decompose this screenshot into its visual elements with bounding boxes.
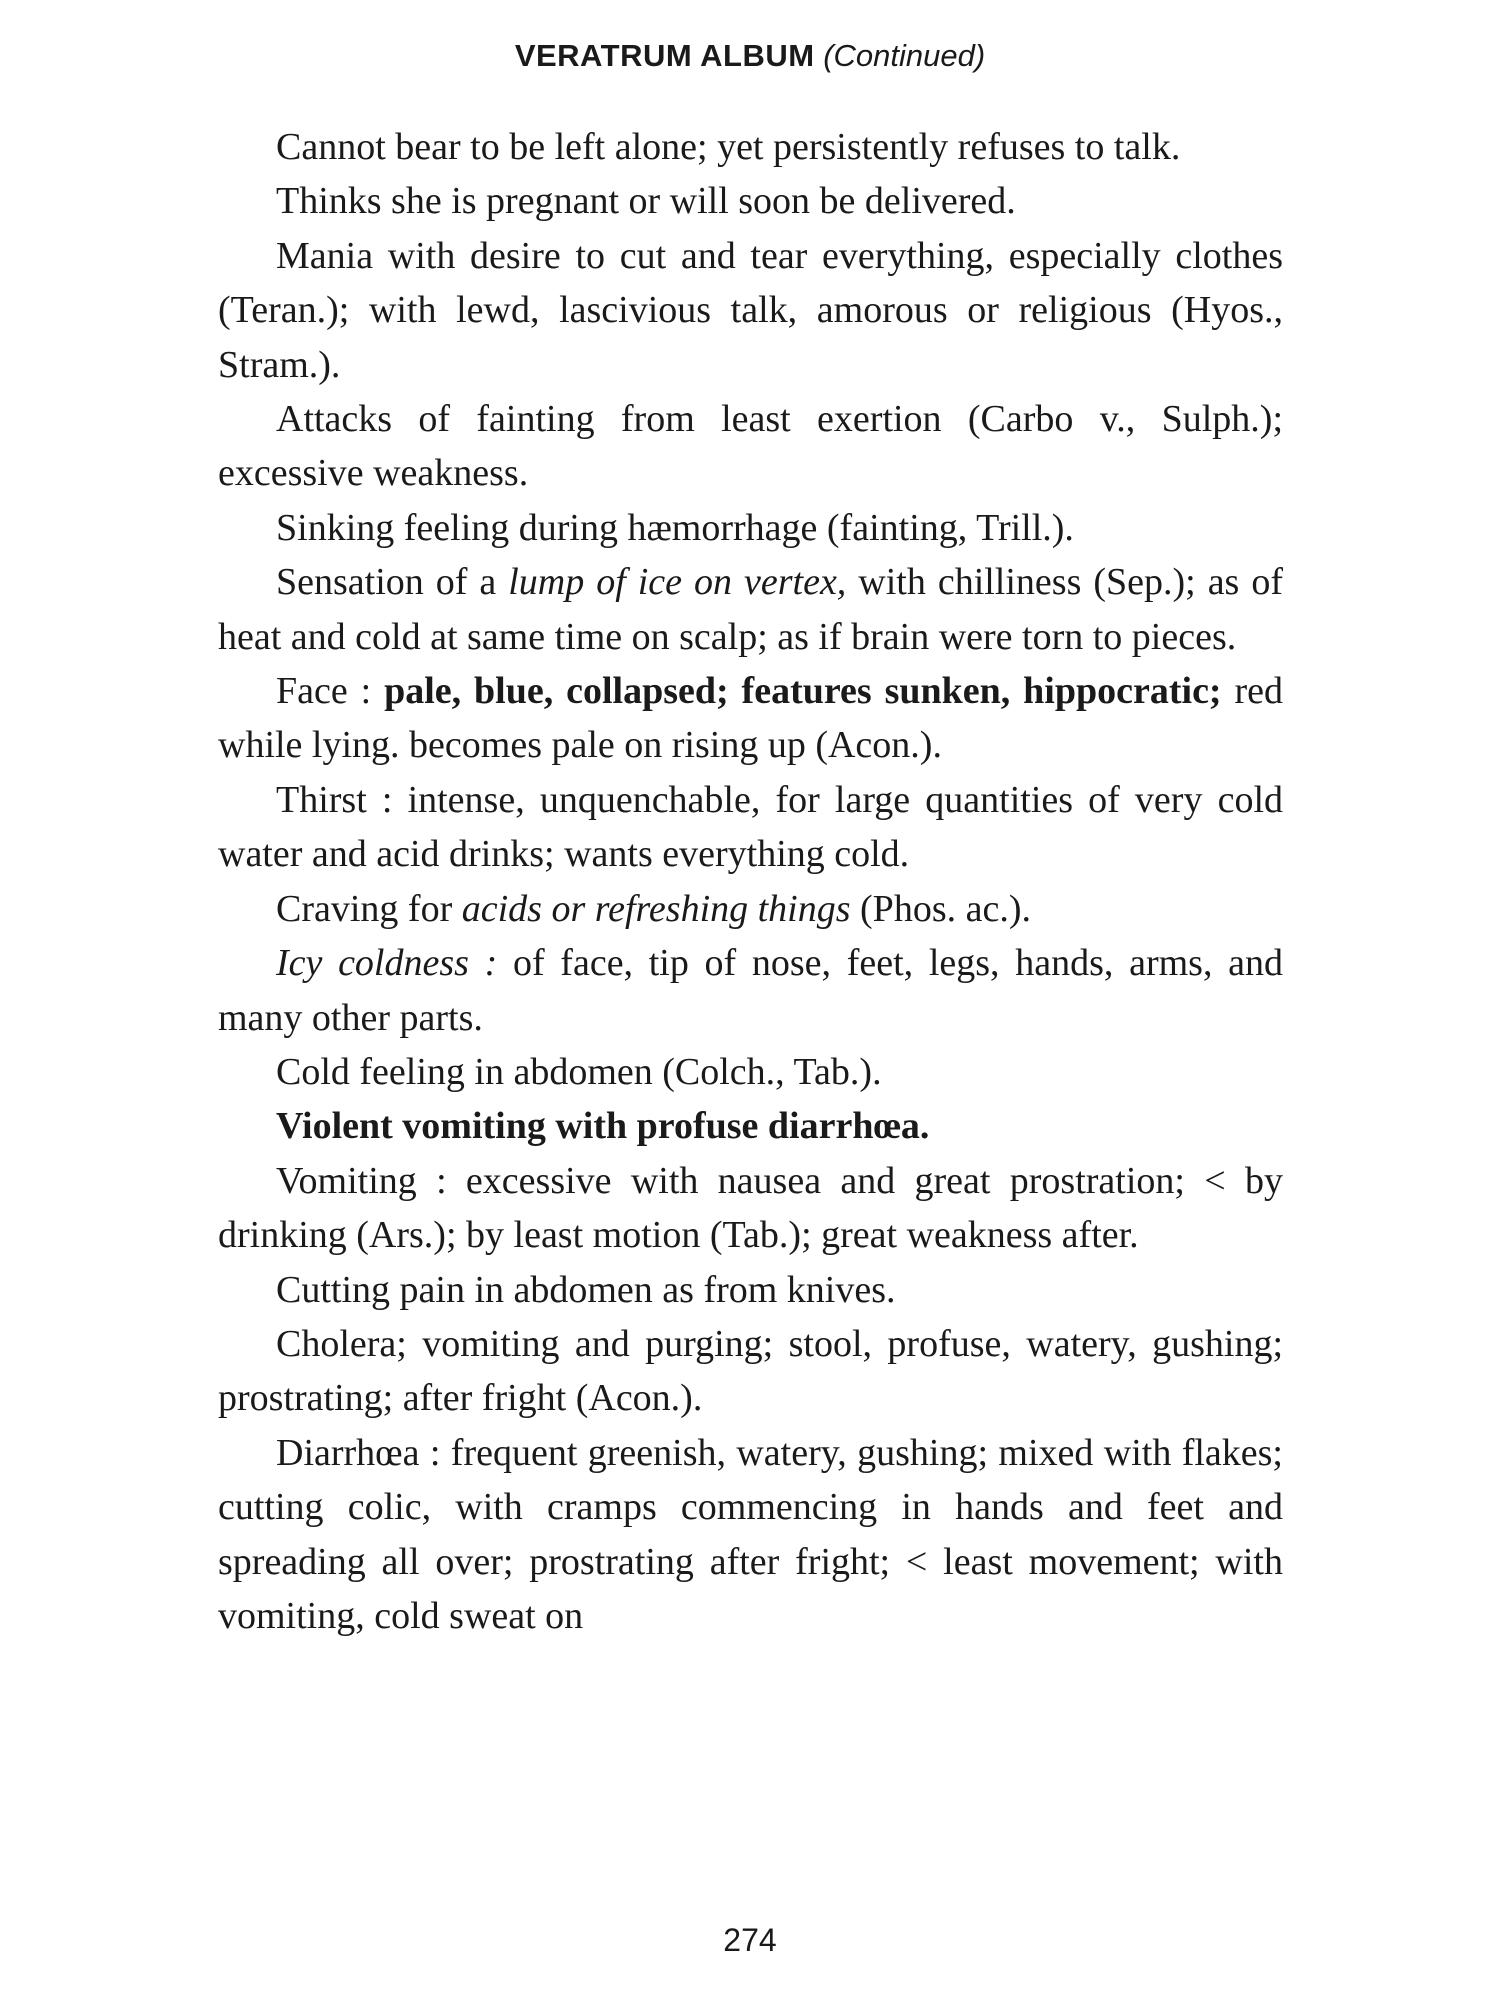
body-text — [218, 120, 1283, 1643]
italic-text: Icy coldness : — [276, 942, 498, 985]
paragraph — [218, 1045, 1283, 1099]
paragraph — [218, 664, 1283, 773]
text-run: Diarrhœa : frequent greenish, watery, gushing; mixed with flakes; cutting colic, with cramps commencing in hands and feet and spreading all over; prostrating after fright; < least movement; with vomiting, cold sweat on — [218, 1431, 1283, 1637]
text-run: Thirst : intense, unquenchable, for large quantities of very cold water and acid drinks; wants everything cold. — [218, 778, 1283, 876]
paragraph — [218, 1317, 1283, 1426]
italic-text: lump of ice on vertex, — [508, 561, 847, 604]
paragraph — [218, 120, 1283, 174]
bold-text: Violent vomiting with profuse diarrhœa. — [276, 1105, 930, 1148]
paragraph — [218, 1099, 1283, 1153]
italic-text: acids or refreshing things — [461, 887, 851, 930]
text-run: (Phos. ac.). — [850, 887, 1031, 930]
text-run: Vomiting : excessive with nausea and great prostration; < by drinking (Ars.); by least motion (Tab.); great weakness after. — [218, 1159, 1283, 1257]
page-number: 274 — [723, 1922, 777, 1958]
header-title: VERATRUM ALBUM — [514, 38, 815, 73]
text-run: with chilliness (Sep.); as of heat and cold at same time on scalp; as if brain were torn to pieces. — [218, 561, 1283, 658]
paragraph — [218, 882, 1283, 936]
paragraph — [218, 936, 1283, 1045]
text-run: Craving for — [276, 887, 462, 930]
paragraph — [218, 392, 1283, 501]
text-run: Face : — [276, 670, 385, 713]
text-run: Cold feeling in abdomen (Colch., Tab.). — [276, 1050, 882, 1093]
text-run: red while lying. becomes pale on rising up (Acon.). — [218, 670, 1284, 767]
paragraph — [218, 773, 1283, 882]
text-run: Attacks of fainting from least exertion (Carbo v., Sulph.); excessive weakness. — [218, 398, 1283, 495]
text-run: Thinks she is pregnant or will soon be delivered. — [276, 180, 1016, 223]
paragraph — [218, 1426, 1283, 1644]
paragraph — [218, 1263, 1283, 1317]
running-header — [0, 38, 1500, 74]
header-continued: (Continued) — [823, 38, 986, 73]
text-run: Cutting pain in abdomen as from knives. — [276, 1268, 896, 1311]
text-run: of face, tip of nose, feet, legs, hands, arms, and many other parts. — [218, 942, 1283, 1039]
text-run: Cannot bear to be left alone; yet persistently refuses to talk. — [276, 126, 1181, 168]
text-run: Sensation of a — [276, 561, 509, 604]
text-run: Sinking feeling during hæmorrhage (fainting, Trill.). — [276, 506, 1074, 549]
paragraph — [218, 501, 1283, 555]
paragraph — [218, 229, 1283, 392]
paragraph — [218, 174, 1283, 228]
bold-text: pale, blue, collapsed; features sunken, hippocratic; — [384, 670, 1222, 713]
paragraph — [218, 1154, 1283, 1263]
text-run: Cholera; vomiting and purging; stool, profuse, watery, gushing; prostrating; after fright (Acon.). — [218, 1322, 1283, 1420]
text-run: Mania with desire to cut and tear everything, especially clothes (Teran.); with lewd, lascivious talk, amorous or religious (Hyos., Stram.). — [218, 234, 1283, 386]
paragraph — [218, 555, 1283, 664]
